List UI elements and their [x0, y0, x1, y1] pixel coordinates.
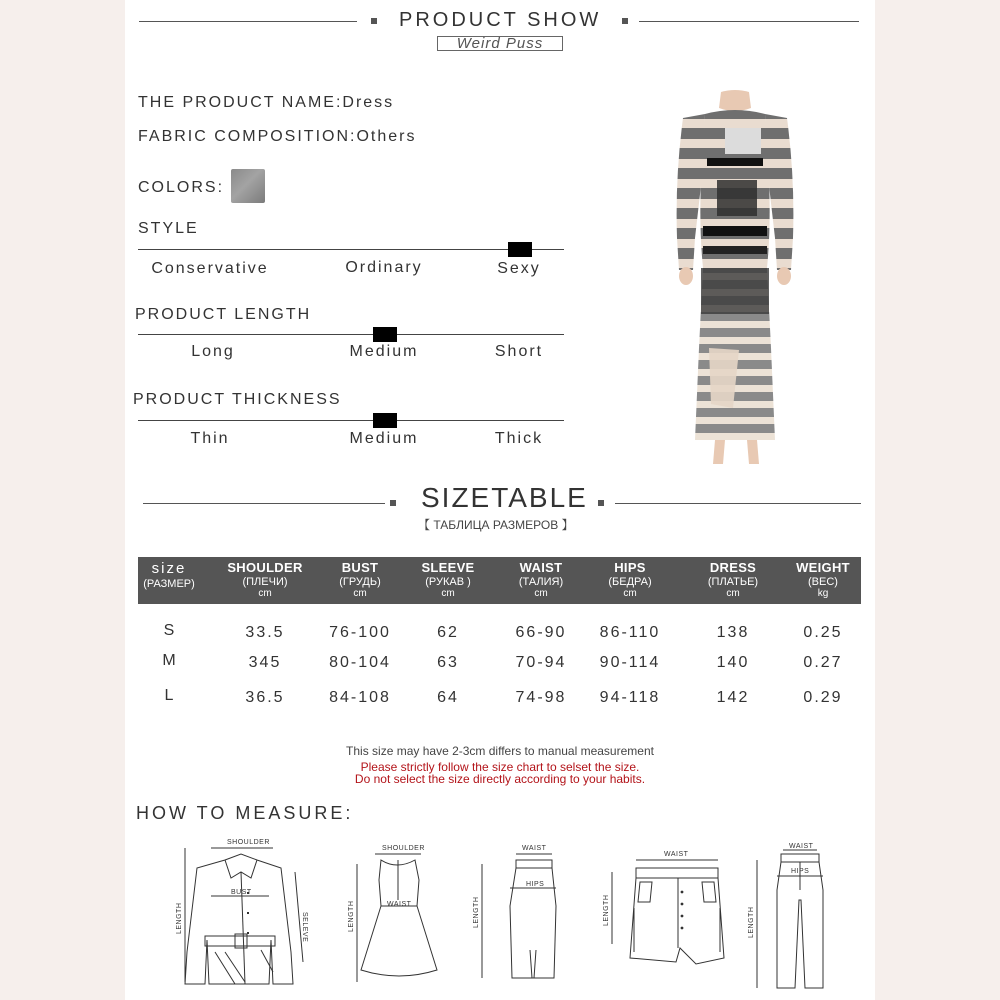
cell-bust: 76-100: [329, 624, 391, 641]
pants-length-label: LENGTH: [748, 906, 755, 938]
cell-dress: 138: [716, 624, 750, 641]
pants-hips-label: HIPS: [791, 868, 810, 875]
size-warning-1: Please strictly follow the size chart to selset the size.: [360, 760, 640, 774]
style-scale-line: [138, 249, 564, 250]
shorts-waist-label: WAIST: [664, 851, 689, 858]
header-rule-left: [139, 21, 357, 22]
skirt-waist-label: WAIST: [522, 845, 547, 852]
cell-waist: 70-94: [515, 654, 567, 671]
size-warning-2: Do not select the size directly according to your habits.: [354, 772, 646, 786]
style-label-conservative: Conservative: [151, 260, 269, 277]
size-note: This size may have 2-3cm differs to manual measurement: [346, 744, 654, 758]
fabric-row: [138, 128, 416, 146]
sizetable-bullet-left: [390, 500, 396, 506]
length-label-long: Long: [191, 343, 235, 360]
cell-sleeve: 62: [437, 624, 459, 641]
length-scale-line: [138, 334, 564, 335]
page-title: PRODUCT SHOW: [399, 9, 602, 31]
product-name-label: THE PRODUCT NAME:: [138, 94, 343, 111]
column-header-waist: WAIST (ТАЛИЯ) cm: [518, 560, 564, 599]
header-bullet-left: [371, 18, 377, 24]
fabric-value: Others: [356, 128, 417, 145]
dress-length-label: LENGTH: [348, 900, 355, 932]
length-label-short: Short: [494, 343, 544, 360]
thickness-label-thin: Thin: [190, 430, 230, 447]
coat-sleeve-label: SELEVE: [301, 912, 308, 943]
column-header-hips: HIPS (БЕДРА) cm: [608, 560, 652, 599]
thickness-label-thick: Thick: [494, 430, 544, 447]
thickness-label-medium: Medium: [349, 430, 419, 447]
shorts-measure-figure: [600, 848, 730, 988]
cell-dress: 140: [716, 654, 750, 671]
cell-waist: 74-98: [515, 689, 567, 706]
sizetable-title: SIZETABLE: [421, 482, 588, 513]
length-title: PRODUCT LENGTH: [135, 306, 312, 323]
cell-bust: 80-104: [329, 654, 391, 671]
header-bullet-right: [622, 18, 628, 24]
cell-weight: 0.25: [803, 624, 843, 641]
fabric-label: FABRIC COMPOSITION:: [138, 128, 357, 145]
column-header-bust: BUST (ГРУДЬ) cm: [339, 560, 381, 599]
colors-label: COLORS:: [138, 179, 225, 196]
column-header-weight: WEIGHT (ВЕС) kg: [796, 560, 850, 599]
cell-hips: 94-118: [599, 689, 661, 706]
style-label-ordinary: Ordinary: [345, 259, 423, 276]
style-title: STYLE: [138, 220, 199, 237]
coat-length-label: LENGTH: [176, 902, 183, 934]
cell-sleeve: 63: [437, 654, 459, 671]
thickness-scale-line: [138, 420, 564, 421]
dress-product-image: [655, 88, 815, 466]
cell-hips: 86-110: [599, 624, 661, 641]
column-header-sleeve: SLEEVE (РУКАВ ) cm: [421, 560, 475, 599]
cell-size: L: [164, 687, 176, 704]
sizetable-rule-left: [143, 503, 385, 504]
cell-weight: 0.29: [803, 689, 843, 706]
sizetable-header: [138, 557, 861, 604]
pants-measure-figure: [745, 840, 855, 992]
column-header-shoulder: SHOULDER (ПЛЕЧИ) cm: [227, 560, 303, 599]
thickness-title: PRODUCT THICKNESS: [133, 391, 342, 408]
skirt-hips-label: HIPS: [526, 881, 545, 888]
dress-measure-figure: [345, 840, 445, 990]
cell-weight: 0.27: [803, 654, 843, 671]
column-header-dress: DRESS (ПЛАТЬЕ) cm: [707, 560, 759, 599]
cell-shoulder: 345: [248, 654, 282, 671]
sizetable-subtitle: 【 ТАБЛИЦА РАЗМЕРОВ 】: [418, 518, 574, 532]
cell-shoulder: 36.5: [245, 689, 285, 706]
cell-waist: 66-90: [515, 624, 567, 641]
cell-shoulder: 33.5: [245, 624, 285, 641]
length-marker: [373, 327, 397, 342]
pants-waist-label: WAIST: [789, 843, 814, 850]
skirt-measure-figure: [470, 840, 560, 990]
product-page: [125, 0, 875, 1000]
cell-sleeve: 64: [437, 689, 459, 706]
thickness-marker: [373, 413, 397, 428]
cell-bust: 84-108: [329, 689, 391, 706]
length-label-medium: Medium: [349, 343, 419, 360]
coat-bust-label: BUST: [231, 889, 252, 896]
cell-size: S: [163, 622, 177, 639]
shorts-length-label: LENGTH: [603, 894, 610, 926]
style-marker: [508, 242, 532, 257]
brand-label: Weird Puss: [437, 36, 563, 51]
style-label-sexy: Sexy: [497, 260, 541, 277]
cell-dress: 142: [716, 689, 750, 706]
how-to-measure-title: HOW TO MEASURE:: [136, 803, 354, 823]
dress-waist-label: WAIST: [387, 901, 412, 908]
dress-shoulder-label: SHOULDER: [382, 845, 425, 852]
header-rule-right: [639, 21, 859, 22]
coat-measure-figure: [175, 832, 325, 990]
color-swatch-gray[interactable]: [231, 169, 265, 203]
sizetable-rule-right: [615, 503, 861, 504]
sizetable-bullet-right: [598, 500, 604, 506]
column-header-size: size (РАЗМЕР): [143, 560, 195, 590]
product-name-row: [138, 94, 394, 112]
product-name-value: Dress: [342, 94, 395, 111]
coat-shoulder-label: SHOULDER: [227, 839, 270, 846]
cell-hips: 90-114: [599, 654, 661, 671]
skirt-length-label: LENGTH: [473, 896, 480, 928]
cell-size: M: [162, 652, 178, 669]
